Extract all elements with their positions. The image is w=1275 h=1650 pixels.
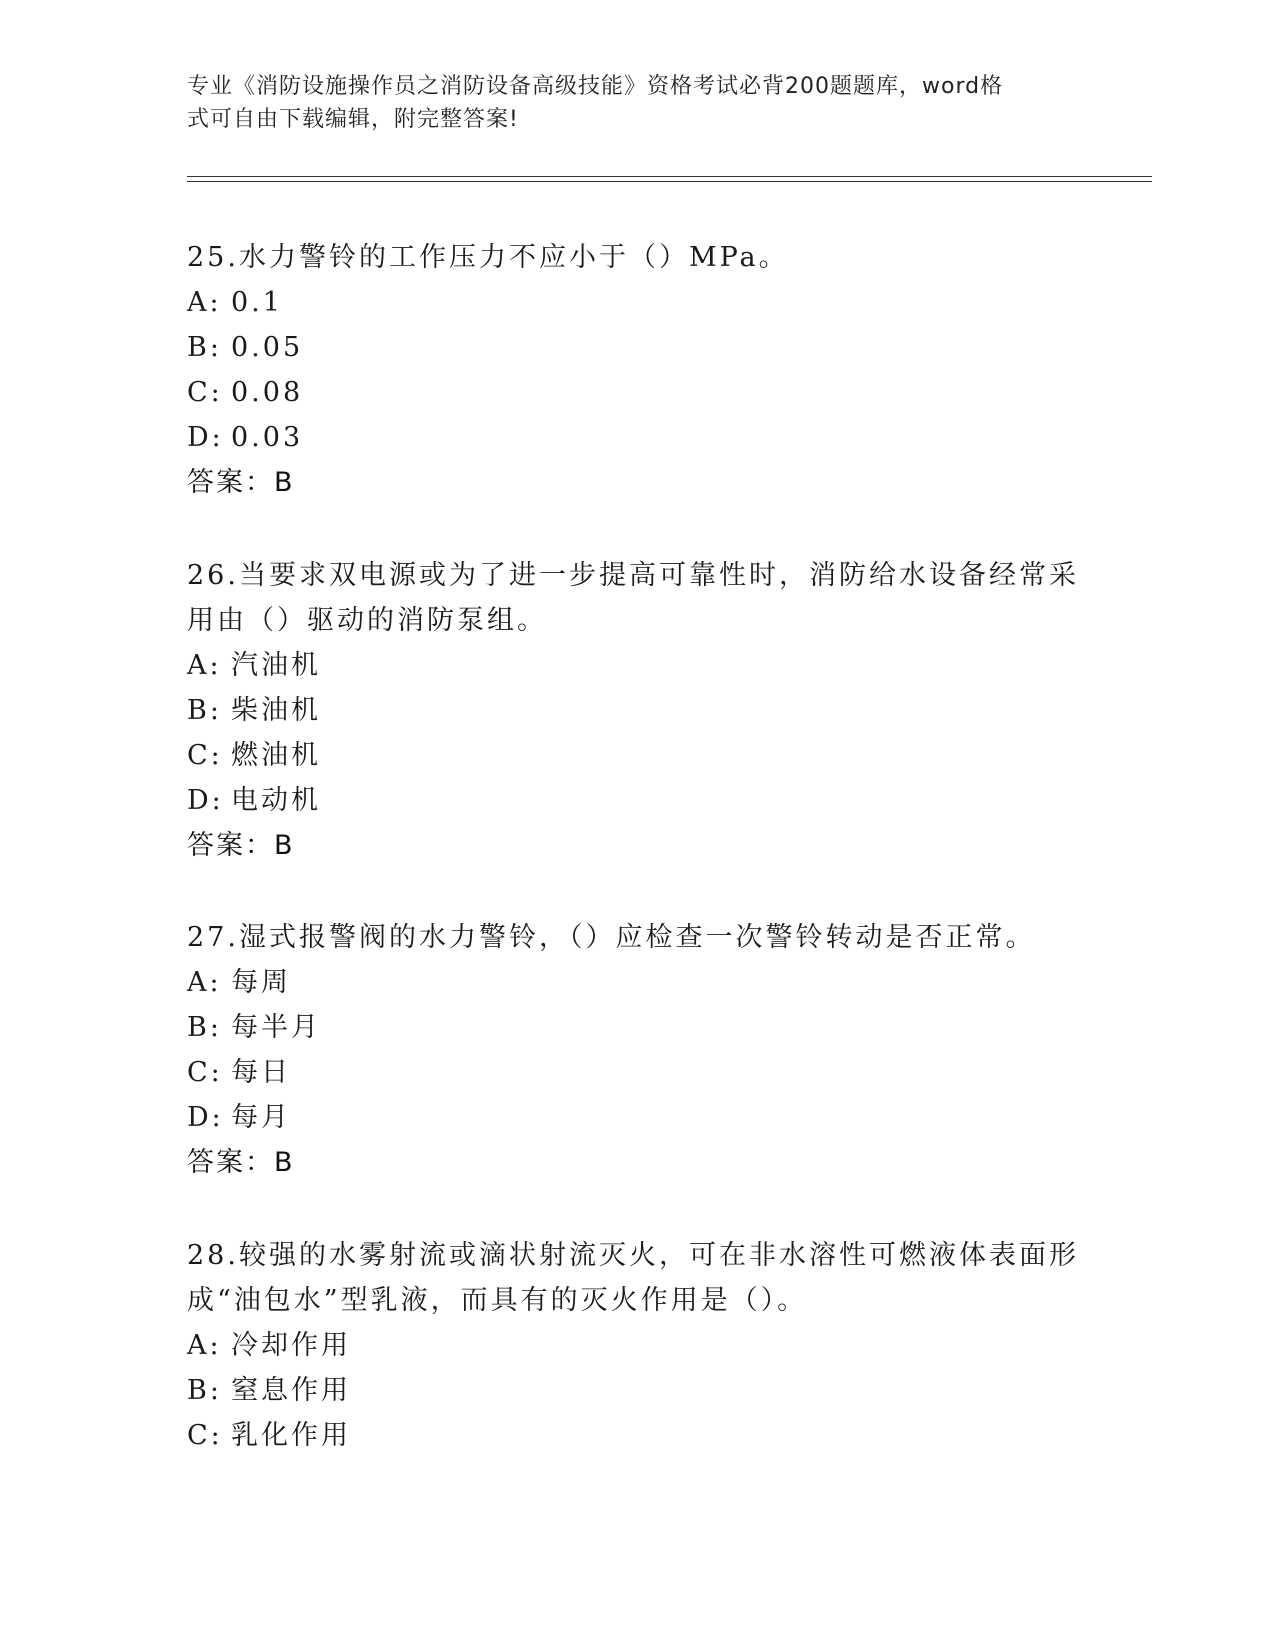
option-a bbox=[187, 960, 1087, 1005]
question-27 bbox=[187, 915, 1087, 1185]
option-key: C: bbox=[187, 1057, 223, 1088]
option-text: 冷却作用 bbox=[231, 1330, 351, 1361]
option-d bbox=[187, 1095, 1087, 1140]
option-b bbox=[187, 1005, 1087, 1050]
option-c bbox=[187, 1050, 1087, 1095]
document-header bbox=[187, 70, 1067, 136]
option-key: B: bbox=[187, 1375, 222, 1406]
question-26 bbox=[187, 553, 1087, 868]
option-text: 每日 bbox=[231, 1057, 291, 1088]
option-a bbox=[187, 643, 1087, 688]
option-text: 柴油机 bbox=[231, 695, 321, 726]
option-c bbox=[187, 733, 1087, 778]
option-key: C: bbox=[187, 377, 223, 408]
option-text: 汽油机 bbox=[231, 650, 321, 681]
option-text: 窒息作用 bbox=[231, 1375, 351, 1406]
option-key: D: bbox=[187, 422, 224, 453]
option-text: 燃油机 bbox=[231, 740, 321, 771]
header-line-2: 式可自由下载编辑，附完整答案! bbox=[187, 107, 519, 132]
option-key: A: bbox=[187, 287, 222, 318]
option-d bbox=[187, 778, 1087, 823]
option-text: 电动机 bbox=[231, 785, 321, 816]
answer-line: 答案：B bbox=[187, 467, 295, 498]
option-text: 0.1 bbox=[231, 287, 283, 318]
question-25 bbox=[187, 235, 1087, 505]
option-text: 0.03 bbox=[231, 422, 304, 453]
option-key: D: bbox=[187, 785, 224, 816]
header-line-1: 专业《消防设施操作员之消防设备高级技能》资格考试必背200题题库，word格 bbox=[187, 74, 1004, 99]
option-a bbox=[187, 1323, 1087, 1368]
question-stem: 26.当要求双电源或为了进一步提高可靠性时，消防给水设备经常采用由（）驱动的消防泵组。 bbox=[187, 560, 1079, 636]
question-28 bbox=[187, 1233, 1087, 1458]
option-text: 0.08 bbox=[231, 377, 304, 408]
option-text: 每周 bbox=[231, 967, 291, 998]
header-divider-bottom bbox=[187, 181, 1152, 182]
option-d bbox=[187, 415, 1087, 460]
option-text: 每半月 bbox=[231, 1012, 321, 1043]
option-b bbox=[187, 688, 1087, 733]
option-text: 乳化作用 bbox=[231, 1420, 351, 1451]
option-c bbox=[187, 370, 1087, 415]
option-b bbox=[187, 325, 1087, 370]
option-b bbox=[187, 1368, 1087, 1413]
option-key: C: bbox=[187, 1420, 223, 1451]
question-stem: 25.水力警铃的工作压力不应小于（）MPa。 bbox=[187, 242, 789, 273]
option-key: D: bbox=[187, 1102, 224, 1133]
option-key: A: bbox=[187, 967, 222, 998]
option-text: 0.05 bbox=[231, 332, 304, 363]
question-stem: 28.较强的水雾射流或滴状射流灭火，可在非水溶性可燃液体表面形成“油包水”型乳液，而具有的灭火作用是（）。 bbox=[187, 1240, 1079, 1316]
header-divider-top bbox=[187, 176, 1152, 177]
option-key: A: bbox=[187, 650, 222, 681]
question-stem: 27.湿式报警阀的水力警铃，（）应检查一次警铃转动是否正常。 bbox=[187, 922, 1036, 953]
option-key: B: bbox=[187, 332, 222, 363]
answer-line: 答案：B bbox=[187, 1147, 295, 1178]
option-c bbox=[187, 1413, 1087, 1458]
option-a bbox=[187, 280, 1087, 325]
option-key: C: bbox=[187, 740, 223, 771]
option-text: 每月 bbox=[231, 1102, 291, 1133]
option-key: B: bbox=[187, 695, 222, 726]
answer-line: 答案：B bbox=[187, 830, 295, 861]
option-key: B: bbox=[187, 1012, 222, 1043]
option-key: A: bbox=[187, 1330, 222, 1361]
